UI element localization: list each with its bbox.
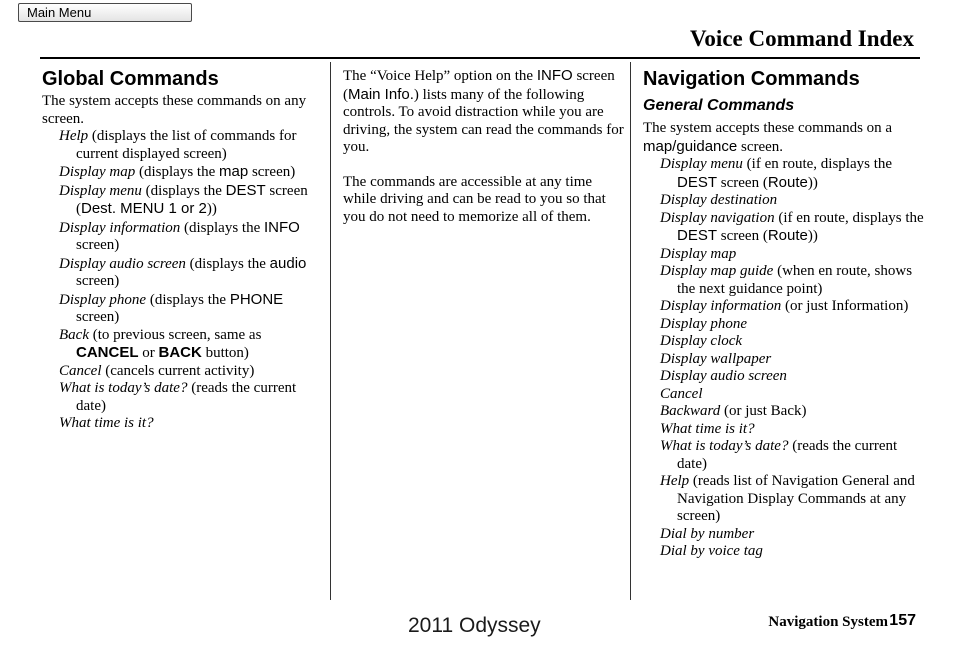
command-name: Display map guide [660,263,774,279]
description-text: (displays the [180,219,265,236]
description-text: (cancels current activity) [101,362,255,379]
description-text: (to previous screen, same as [88,326,262,343]
description-text: (displays the [185,255,270,272]
command-name: Display information [59,219,181,236]
command-name: Display audio screen [59,255,186,272]
command-name: What time is it? [59,415,154,431]
command-item [643,192,928,210]
description-text: screen ( [76,182,308,217]
description-text: (when en route, shows the next guidance point) [677,263,913,297]
command-item [42,219,324,255]
command-item [643,210,928,246]
command-name: Help [660,473,690,489]
ui-term: Route [767,227,808,244]
command-name: Cancel [660,385,703,402]
command-item [643,438,928,473]
command-item [643,333,928,351]
description-text: screen ( [343,68,615,103]
description-text: button) [201,345,249,361]
description-text: (displays the [135,164,219,180]
ui-term: INFO [264,218,300,236]
command-name: Display clock [660,333,743,349]
command-name: Dial by voice tag [660,543,763,559]
command-item [643,246,928,264]
description-text: screen) [76,273,120,289]
voice-help-column [343,67,625,226]
ui-term: INFO [536,67,573,84]
description-text: screen) [76,309,120,325]
command-name: Back [59,326,89,343]
watermark: 2011 Odyssey [408,614,541,637]
command-item [643,543,928,561]
command-name: Cancel [59,362,102,379]
command-name: Dial by number [660,525,755,542]
description-text: (if en route, displays the [742,156,893,172]
command-item [643,156,928,192]
command-item [643,403,928,421]
ui-term: DEST [677,227,718,244]
global-command-list [42,128,324,433]
command-item [42,182,324,219]
command-name: Backward [660,403,721,419]
ui-term: map [219,163,249,180]
command-item [42,255,324,291]
description-text: (reads the current date) [76,380,297,414]
command-item [42,163,324,182]
page-title: Voice Command Index [689,26,914,51]
description-text: or [138,345,159,361]
description-text: ) lists many of the following controls. To avoid distraction while you are driving, the system can read the commands for you. [343,86,624,155]
description-text: )) [807,228,818,244]
command-name: Display audio screen [660,368,787,384]
description-text: (if en route, displays the [774,209,924,226]
description-text: (displays the [146,291,230,308]
command-item [643,368,928,386]
command-name: Display menu [59,182,142,199]
command-item [643,298,928,316]
command-item [42,415,324,433]
description-text: screen ( [717,174,768,191]
button-term: BACK [158,344,202,361]
description-text: )) [807,174,818,191]
ui-term: DEST [225,181,266,199]
main-menu-button[interactable]: Main Menu [18,3,192,22]
column-divider-left [330,62,331,600]
command-item [643,386,928,404]
description-text: (or just Information) [781,298,909,314]
ui-term: PHONE [229,290,284,308]
command-item [643,351,928,369]
description-text: screen. [737,138,784,155]
description-text: (or just Back) [720,403,807,419]
navigation-commands-column [643,120,928,561]
global-commands-heading: Global Commands [42,68,219,90]
description-text: The system accepts these commands on a [643,120,893,136]
ui-term: Route [767,173,808,191]
ui-term: Dest. MENU 1 or 2 [81,200,207,217]
command-item [643,526,928,544]
global-commands-column [42,93,324,433]
footer-system-label: Navigation System [768,614,888,630]
command-name: Display map [59,164,136,180]
command-item [42,291,324,327]
general-commands-subheading: General Commands [643,97,795,114]
ui-term: audio [269,254,307,272]
command-item [42,380,324,415]
command-name: Display navigation [660,209,775,226]
command-name: What time is it? [660,420,755,437]
description-text: (reads the current date) [677,438,898,472]
command-name: Display destination [660,192,778,208]
description-text: )) [206,201,217,217]
command-item [42,327,324,363]
column-divider-right [630,62,631,600]
command-name: Display information [660,298,782,314]
description-text: screen) [76,237,120,253]
ui-term: Main Info. [348,85,414,103]
global-intro: The system accepts these commands on any screen. [42,93,307,127]
ui-term: map/guidance [643,137,738,155]
command-item [42,363,324,381]
description-text: (reads list of Navigation General and Navigation Display Commands at any screen) [677,473,915,524]
command-item [643,473,928,526]
command-item [643,263,928,298]
navigation-commands-heading: Navigation Commands [643,68,860,90]
command-item [42,128,324,163]
command-name: Display wallpaper [660,350,772,367]
description-text: (displays the [141,182,226,199]
command-name: Display phone [660,315,748,332]
command-name: Display menu [660,156,743,172]
navigation-intro [643,120,928,156]
navigation-command-list [643,156,928,561]
accessible-paragraph: The commands are accessible at any time while driving and can be read to you so that you do not need to memorize all of them. [343,173,606,225]
command-name: What is today’s date? [59,380,188,396]
command-name: What is today’s date? [660,438,789,454]
command-name: Help [59,128,89,144]
description-text: screen) [248,164,296,180]
description-text: screen ( [717,228,768,244]
button-term: CANCEL [76,344,139,361]
page-number: 157 [889,612,916,629]
ui-term: DEST [677,173,718,191]
voice-help-paragraph [343,67,625,157]
command-name: Display map [660,245,737,262]
command-item [643,316,928,334]
description-text: (displays the list of commands for current displayed screen) [76,128,297,162]
command-item [643,421,928,439]
command-name: Display phone [59,291,147,308]
header-rule [40,57,920,59]
description-text: The “Voice Help” option on the [343,68,537,84]
